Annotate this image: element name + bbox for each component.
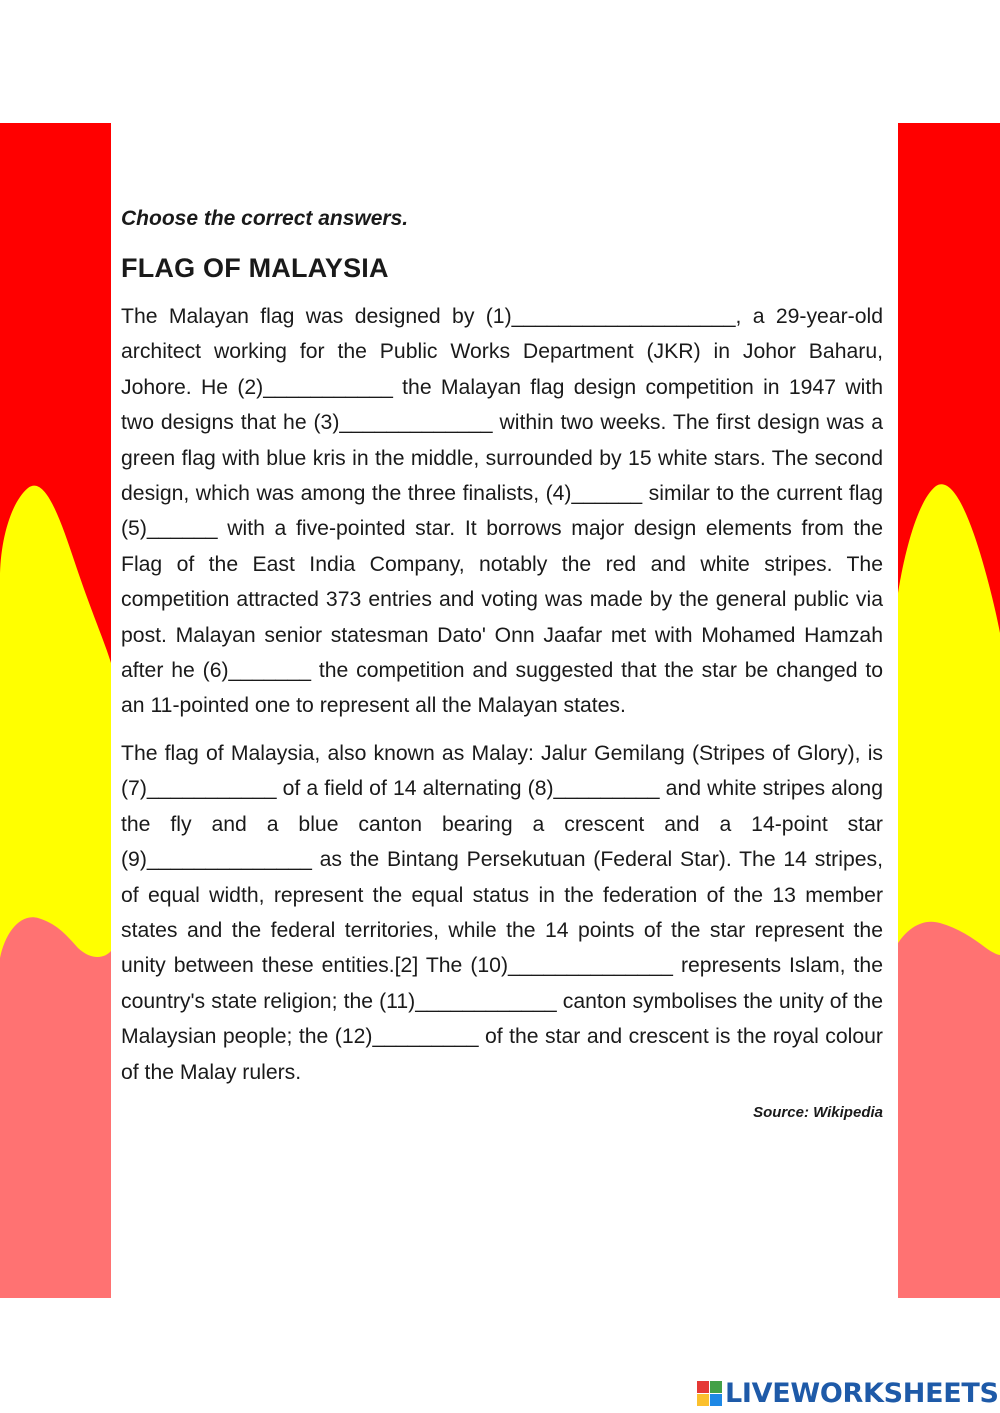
page-title: FLAG OF MALAYSIA: [121, 253, 389, 283]
brand-icon-square-3: [697, 1394, 709, 1406]
brand-logo-icon: [697, 1381, 722, 1406]
right-band-salmon: [898, 922, 1000, 1298]
instructions: Choose the correct answers.: [121, 207, 409, 230]
left-band-graphic: [0, 123, 111, 1298]
brand-name: LIVEWORKSHEETS: [725, 1377, 999, 1409]
brand-icon-square-2: [710, 1381, 722, 1393]
brand-logo: [697, 1377, 999, 1409]
right-band-graphic: [898, 123, 1000, 1298]
brand-icon-square-1: [697, 1381, 709, 1393]
brand-icon-square-4: [710, 1394, 722, 1406]
left-decorative-band: [0, 123, 111, 1298]
paragraph-2: The flag of Malaysia, also known as Malay: Jalur Gemilang (Stripes of Glory), is (7)___________ of a field of 14 alternating (8)_________ and white stripes along the fly and a blue canton bearing a crescent and a 14-point star (9)______________ as the Bintang Persekutuan (Federal Star). The 14 stripes, of equal width, represent the equal status in the federation of the 13 member states and the federal territories, while the 14 points of the star represent the unity between these entities.[2] The (10)______________ represents Islam, the country's state religion; the (11)____________ canton symbolises the unity of the Malaysian people; the (12)_________ of the star and crescent is the royal colour of the Malay rulers.: [121, 741, 883, 1084]
source-citation: Source: Wikipedia: [753, 1103, 883, 1121]
paragraph-1: The Malayan flag was designed by (1)___________________, a 29-year-old architect working for the Public Works Department (JKR) in Johor Baharu, Johore. He (2)___________ the Malayan flag design competition in 1947 with two designs that he (3)_____________ within two weeks. The first design was a green flag with blue kris in the middle, surrounded by 15 white stars. The second design, which was among the three finalists, (4)______ similar to the current flag (5)______ with a five-pointed star. It borrows major design elements from the Flag of the East India Company, notably the red and white stripes. The competition attracted 373 entries and voting was made by the general public via post. Malayan senior statesman Dato' Onn Jaafar met with Mohamed Hamzah after he (6)_______ the competition and suggested that the star be changed to an 11-pointed one to represent all the Malayan states.: [121, 305, 883, 718]
right-decorative-band: [898, 123, 1000, 1298]
worksheet-content: [121, 204, 883, 1121]
left-band-salmon: [0, 917, 111, 1298]
